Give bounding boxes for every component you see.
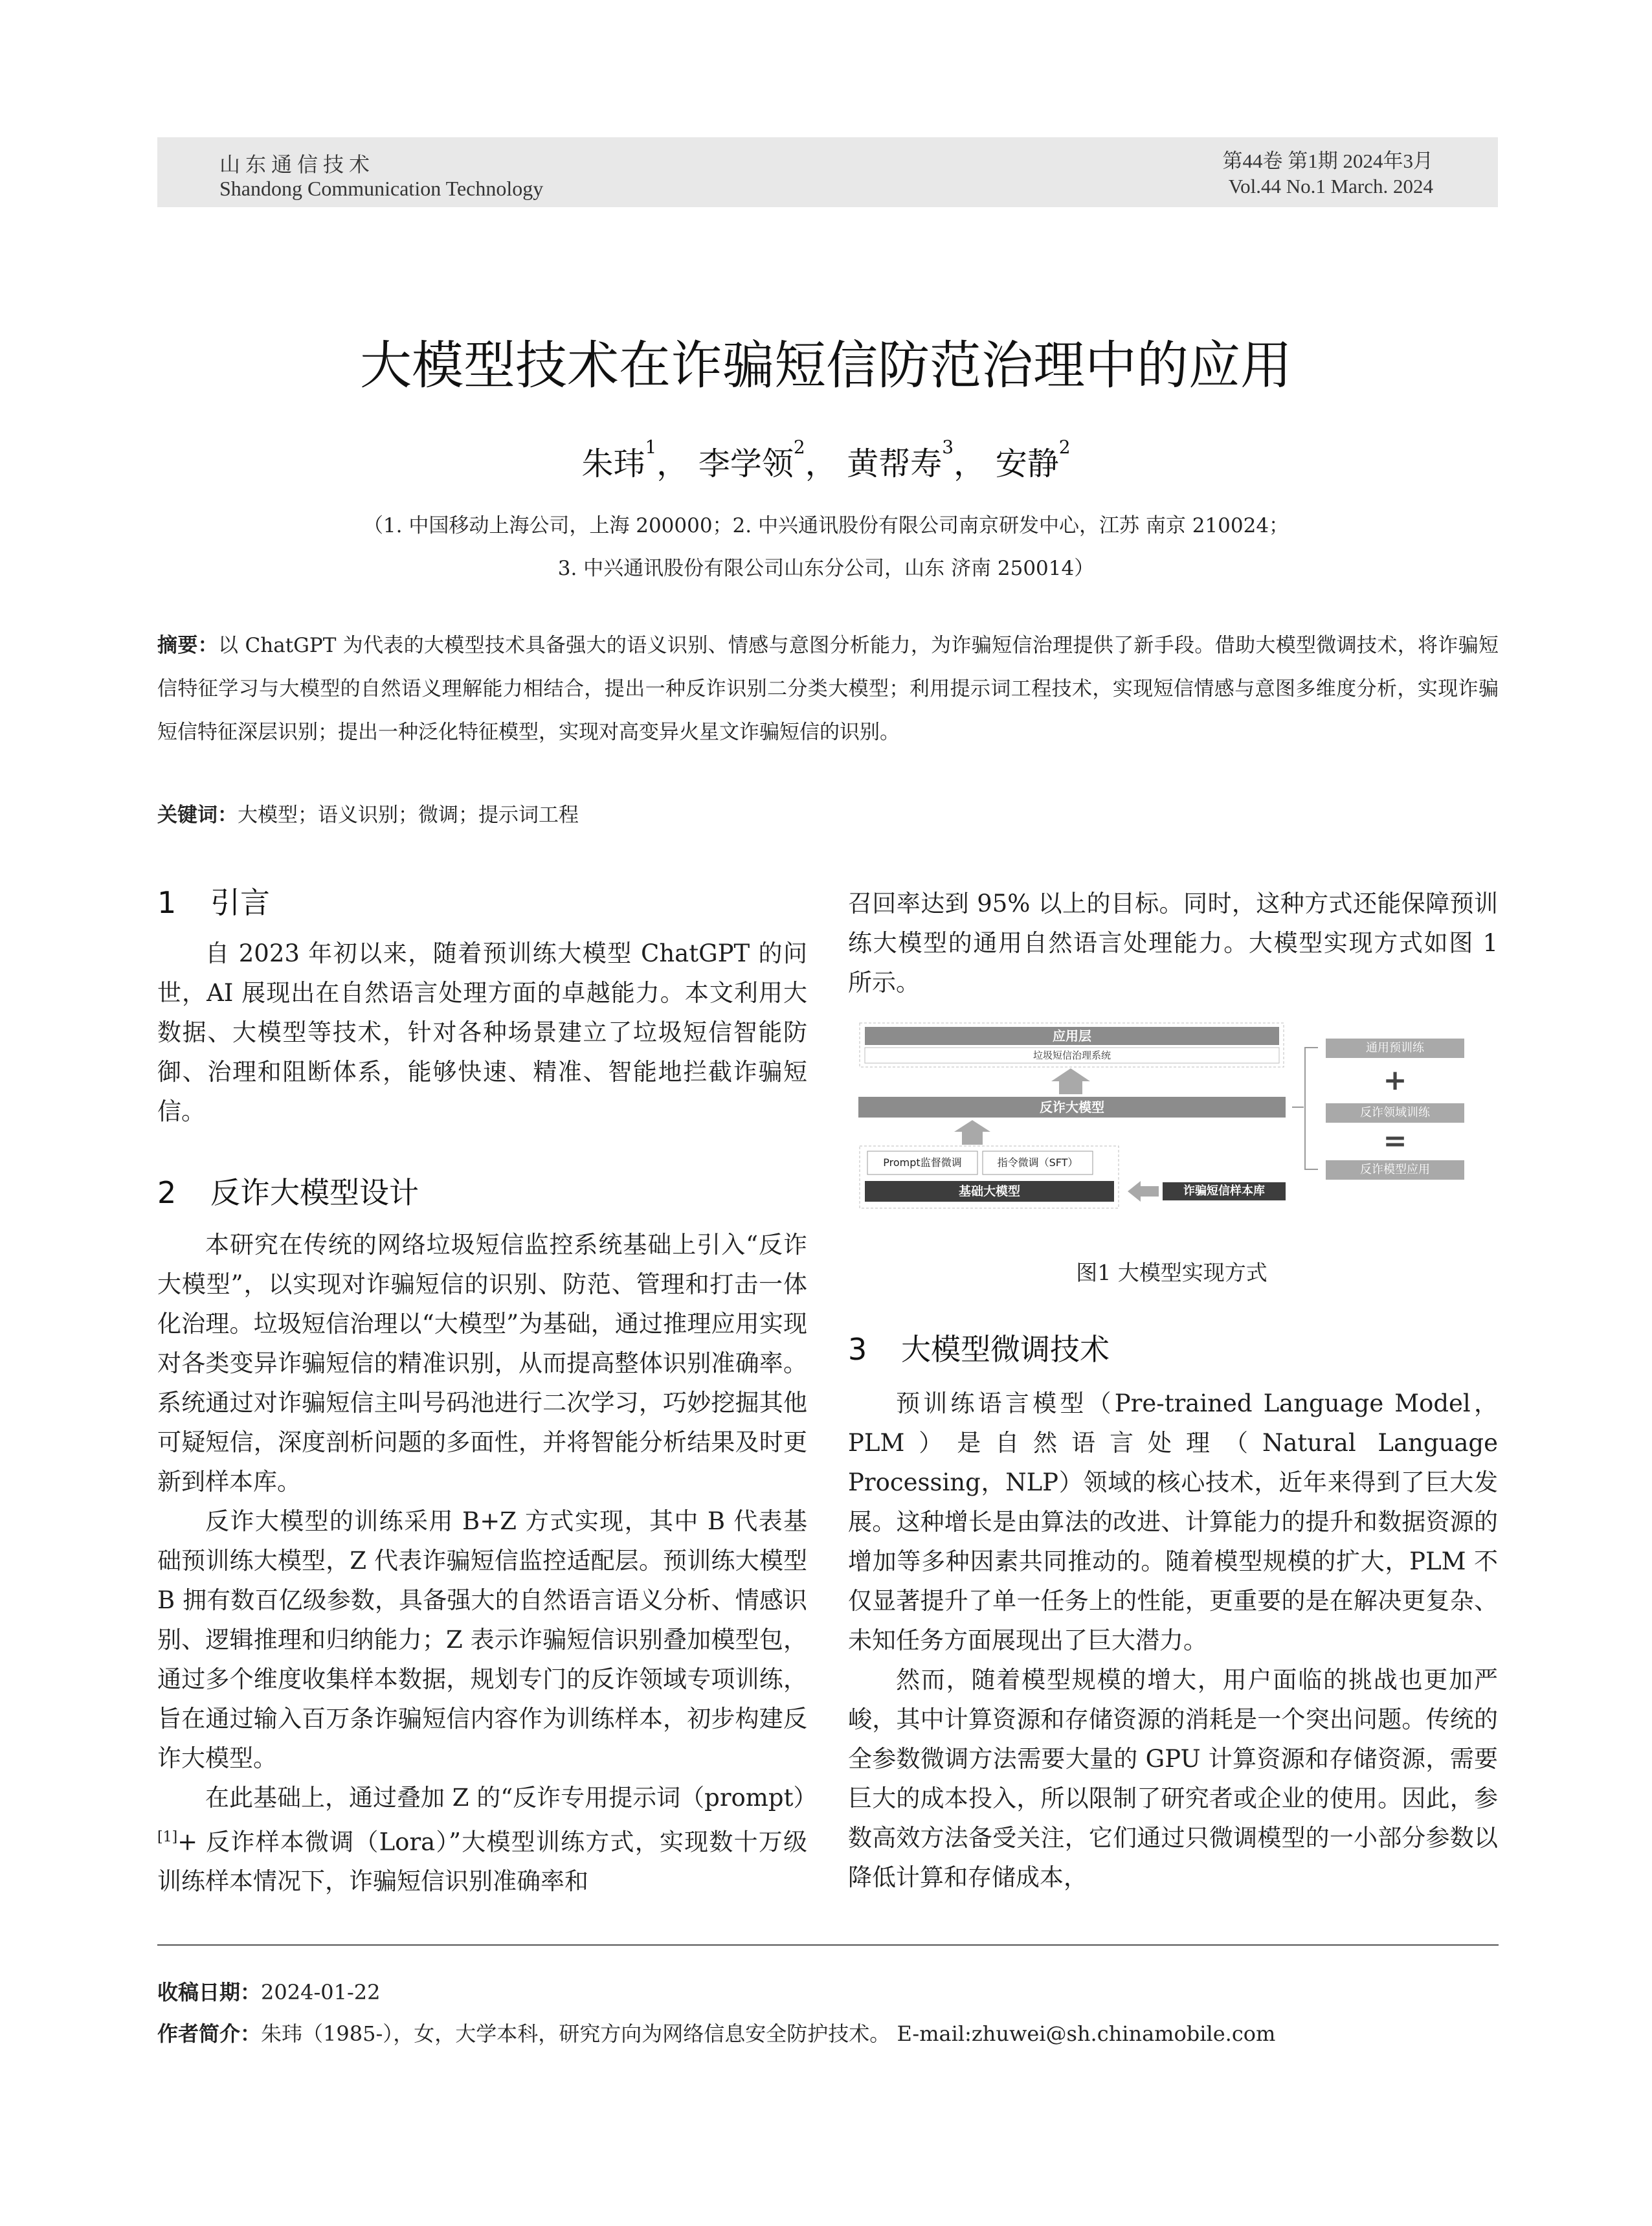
author-line: 朱玮$^1$， 李学领$^2$， 黄帮寿$^3$， 安静$^2$ [581,436,1071,482]
bio-label: 作者简介： [157,2021,262,2046]
figure-caption: 图1 大模型实现方式 [1076,1260,1267,1285]
figure-1-diagram [845,1017,1498,1230]
prompt-tuning-label: Prompt监督微调 [883,1156,962,1169]
paragraph: 召回率达到 95% 以上的目标。同时，这种方式还能保障预训练大模型的通用自然语言处理能力。大模型实现方式如图 1 所示。 [848,890,1498,996]
right-col-top [848,884,1498,1002]
up-arrow [1051,1068,1090,1094]
bracket-connector [1305,1048,1318,1169]
keywords-label: 关键词： [157,804,238,827]
paragraph: 预训练语言模型（Pre-trained Language Model，PLM）是自然语言处理（Natural Language Processing，NLP）领域的核心技术，近年来得到了巨大发展。这种增长是由算法的改进、计算能力的提升和数据资源的增加等多种因素共同推动的。随着模型规模的扩大，PLM 不仅显著提升了单一任务上的性能，更重要的是在解决更复杂、未知任务方面展现出了巨大潜力。 [848,1389,1498,1654]
author-name: 李学领 [698,445,794,482]
author-name: 朱玮 [581,445,645,482]
author-affiliation-mark: 2 [1058,436,1071,458]
domain-train-label: 反诈领域训练 [1360,1106,1430,1119]
paragraph: 在此基础上，通过叠加 Z 的“反诈专用提示词（prompt）[1]+ 反诈样本微调（Lora）”大模型训练方式，实现数十万级训练样本情况下，诈骗短信识别准确率和 [157,1784,818,1896]
author-bio-line [157,2018,1275,2047]
received-date-line [157,1976,381,2006]
intro-body [157,934,807,1131]
journal-name-cn: 山东通信技术 [219,152,375,177]
bio-text: 朱玮（1985-），女，大学本科，研究方向为网络信息安全防护技术。 E-mail:zhuwei@sh.chinamobile.com [261,2021,1276,2046]
paragraph: 反诈大模型的训练采用 B+Z 方式实现，其中 B 代表基础预训练大模型，Z 代表诈骗短信监控适配层。预训练大模型 B 拥有数百亿级参数，具备强大的自然语言语义分析、情感识别、逻辑推理和归纳能力；Z 表示诈骗短信识别叠加模型包，通过多个维度收集样本数据，规划专门的反诈领域专项训练，旨在通过输入百万条诈骗短信内容作为训练样本，初步构建反诈大模型。 [157,1507,807,1772]
citation-ref: [1] [157,1829,178,1845]
author-name: 黄帮寿 [847,445,943,482]
author-affiliation-mark: 3 [942,436,954,458]
received-label: 收稿日期： [157,1980,262,2005]
base-model-label: 基础大模型 [958,1184,1020,1198]
model-app-label: 反诈模型应用 [1360,1163,1430,1176]
section-heading-3 [848,1326,1110,1369]
general-pretrain-label: 通用预训练 [1366,1041,1424,1055]
section-title: 大模型微调技术 [901,1332,1110,1367]
section-heading-1 [157,879,270,922]
author-affiliation-mark: 2 [793,436,805,458]
section-title: 反诈大模型设计 [210,1175,419,1210]
paragraph: 本研究在传统的网络垃圾短信监控系统基础上引入“反诈大模型”，以实现对诈骗短信的识别、防范、管理和打击一体化治理。垃圾短信治理以“大模型”为基础，通过推理应用实现对各类变异诈骗短信的精准识别，从而提高整体识别准确率。系统通过对诈骗短信主叫号码池进行二次学习，巧妙挖掘其他可疑短信，深度剖析问题的多面性，并将智能分析结果及时更新到样本库。 [157,1231,807,1496]
sample-lib-label: 诈骗短信样本库 [1183,1184,1265,1198]
equals-sign: = [1383,1125,1407,1158]
section-number: 2 [157,1175,177,1210]
footnote-rule [157,1944,1499,1946]
author-affiliation-mark: 1 [645,436,657,458]
keywords [157,798,579,827]
section-3-body [848,1384,1498,1897]
section-2-body [157,1225,818,1901]
anti-fraud-model-label: 反诈大模型 [1040,1099,1104,1115]
affiliation-line-2: 3. 中兴通讯股份有限公司山东分公司，山东 济南 250014） [557,557,1095,580]
affiliation-line-1: （1. 中国移动上海公司，上海 200000；2. 中兴通讯股份有限公司南京研发中心，江苏 南京 210024； [363,514,1289,537]
plus-sign: + [1383,1064,1407,1097]
paper-title: 大模型技术在诈骗短信防范治理中的应用 [360,335,1292,396]
journal-name-en: Shandong Communication Technology [219,177,544,200]
left-arrow [1128,1181,1159,1202]
section-number: 3 [848,1332,867,1367]
instruction-tuning-label: 指令微调（SFT） [997,1156,1078,1169]
abstract-label: 摘要： [157,634,218,657]
paragraph: 然而，随着模型规模的增大，用户面临的挑战也更加严峻，其中计算资源和存储资源的消耗是一个突出问题。传统的全参数微调方法需要大量的 GPU 计算资源和存储资源，需要巨大的成本投入，所以限制了研究者或企业的使用。因此，参数高效方法备受关注，它们通过只微调模型的一小部分参数以降低计算和存储成本， [848,1666,1498,1891]
author-name: 安静 [995,445,1059,482]
issue-info-cn: 第44卷 第1期 2024年3月 [1222,150,1433,172]
issue-info-en: Vol.44 No.1 March. 2024 [1228,175,1433,197]
app-layer-label: 应用层 [1053,1028,1091,1044]
abstract [157,624,1499,754]
section-heading-2 [157,1169,419,1212]
received-date: 2024-01-22 [261,1980,381,2005]
up-arrow [954,1120,990,1145]
spam-system-label: 垃圾短信治理系统 [1032,1050,1111,1061]
section-number: 1 [157,885,177,920]
section-title: 引言 [210,885,270,920]
keywords-text: 大模型；语义识别；微调；提示词工程 [238,804,579,827]
abstract-text: 以 ChatGPT 为代表的大模型技术具备强大的语义识别、情感与意图分析能力，为诈骗短信治理提供了新手段。借助大模型微调技术，将诈骗短信特征学习与大模型的自然语义理解能力相结合，提出一种反诈识别二分类大模型；利用提示词工程技术，实现短信情感与意图多维度分析，实现诈骗短信特征深层识别；提出一种泛化特征模型，实现对高变异火星文诈骗短信的识别。 [157,634,1499,744]
paragraph: 自 2023 年初以来，随着预训练大模型 ChatGPT 的问世，AI 展现出在自然语言处理方面的卓越能力。本文利用大数据、大模型等技术，针对各种场景建立了垃圾短信智能防御、治理和阻断体系，能够快速、精准、智能地拦截诈骗短信。 [157,939,807,1125]
